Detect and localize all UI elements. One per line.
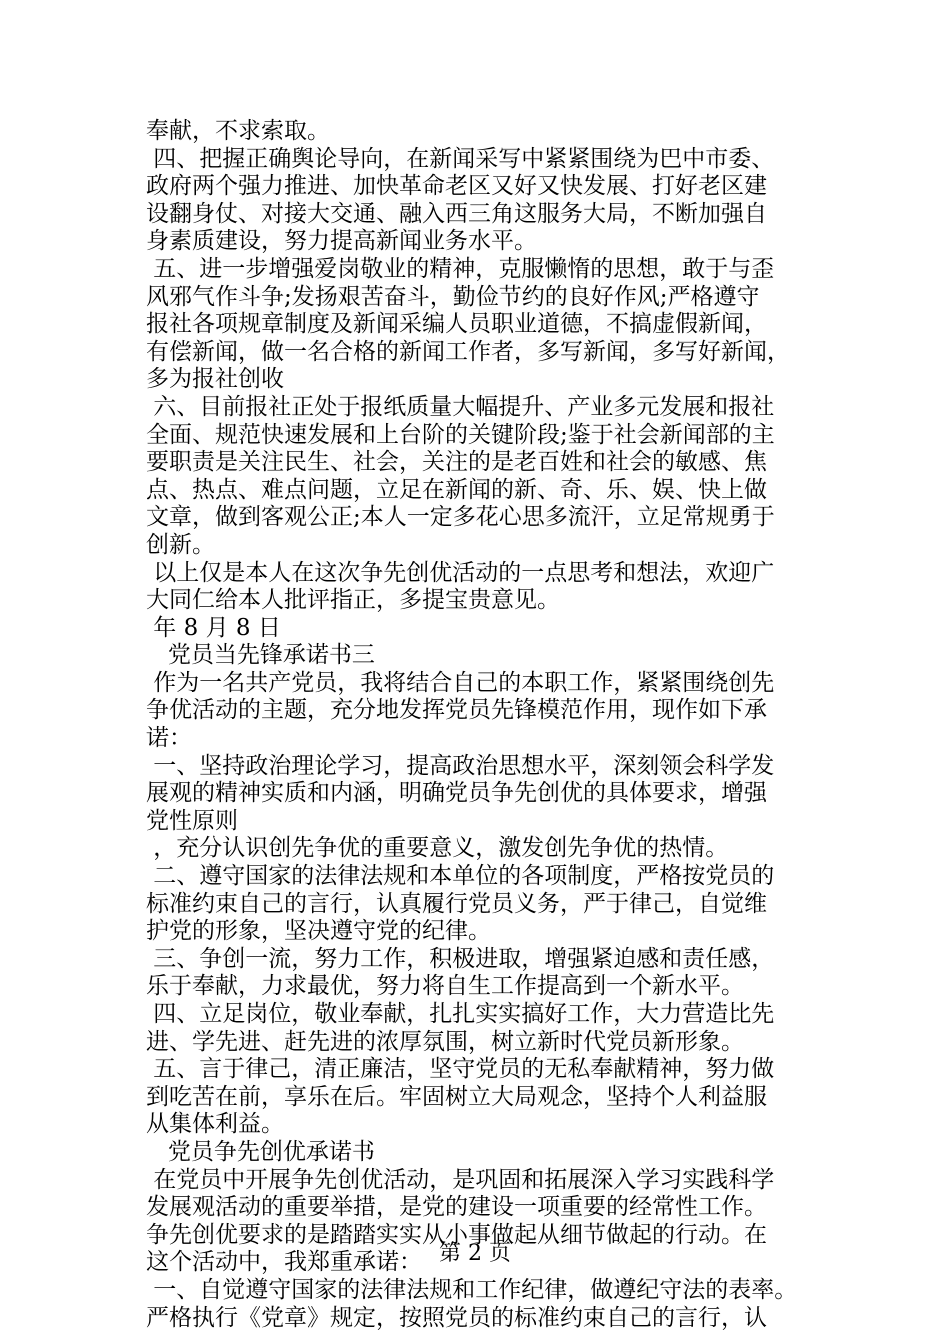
page-number: 第 2 页 xyxy=(439,1241,511,1266)
text-line: 身素质建设，努力提高新闻业务水平。 xyxy=(146,228,537,255)
text-line: 设翻身仗、对接大交通、融入西三角这服务大局，不断加强自 xyxy=(146,200,767,227)
text-line: 乐于奉献，力求最优，努力将自生工作提高到一个新水平。 xyxy=(146,973,744,1000)
text-line: 大同仁给本人批评指正，多提宝贵意见。 xyxy=(146,587,560,614)
text-line: 党员当先锋承诺书三 xyxy=(146,642,375,669)
text-line: 争优活动的主题，充分地发挥党员先锋模范作用，现作如下承 xyxy=(146,697,767,724)
text-line: 年 8 月 8 日 xyxy=(146,614,281,641)
text-line: 报社各项规章制度及新闻采编人员职业道德，不搞虚假新闻， xyxy=(146,311,767,338)
text-line: 诺： xyxy=(146,725,192,752)
text-line: 党性原则 xyxy=(146,807,238,834)
text-line: 五、言于律己，清正廉洁，坚守党员的无私奉献精神，努力做 xyxy=(146,1056,775,1083)
text-line: 一、坚持政治理论学习，提高政治思想水平，深刻领会科学发 xyxy=(146,752,775,779)
text-line: 展观的精神实质和内涵，明确党员争先创优的具体要求，增强 xyxy=(146,780,767,807)
text-line: 四、立足岗位，敬业奉献，扎扎实实搞好工作，大力营造比先 xyxy=(146,1001,775,1027)
text-line: 标准约束自己的言行，认真履行党员义务，严于律己，自觉维 xyxy=(146,890,767,917)
text-line: 在党员中开展争先创优活动，是巩固和拓展深入学习实践科学 xyxy=(146,1166,775,1193)
text-line: 护党的形象，坚决遵守党的纪律。 xyxy=(146,918,491,945)
text-line: 一、自觉遵守国家的法律法规和工作纪律，做遵纪守法的表率。 xyxy=(146,1276,798,1303)
text-line: 发展观活动的重要举措，是党的建设一项重要的经常性工作。 xyxy=(146,1194,767,1221)
text-line: ，充分认识创先争优的重要意义，激发创先争优的热情。 xyxy=(146,835,729,862)
text-line: 作为一名共产党员，我将结合自己的本职工作，紧紧围绕创先 xyxy=(146,669,775,696)
text-line: 创新。 xyxy=(146,531,215,558)
text-line: 政府两个强力推进、加快革命老区又好又快发展、打好老区建 xyxy=(146,173,767,200)
text-line: 风邪气作斗争;发扬艰苦奋斗，勤俭节约的良好作风;严格遵守 xyxy=(146,283,760,310)
document-body xyxy=(146,118,816,1332)
text-line: 以上仅是本人在这次争先创优活动的一点思考和想法，欢迎广 xyxy=(146,559,775,586)
text-line: 党员争先创优承诺书 xyxy=(146,1138,375,1165)
text-line: 从集体利益。 xyxy=(146,1111,284,1138)
text-line: 五、进一步增强爱岗敬业的精神，克服懒惰的思想，敢于与歪 xyxy=(146,255,775,282)
text-line: 争先创优要求的是踏踏实实从小事做起从细节做起的行动。在 xyxy=(146,1221,767,1248)
text-line: 点、热点、难点问题，立足在新闻的新、奇、乐、娱、快上做 xyxy=(146,476,767,503)
text-line: 文章，做到客观公正;本人一定多花心思多流汗，立足常规勇于 xyxy=(146,504,775,531)
text-line: 有偿新闻，做一名合格的新闻工作者，多写新闻，多写好新闻， xyxy=(146,338,790,365)
text-line: 到吃苦在前，享乐在后。牢固树立大局观念，坚持个人利益服 xyxy=(146,1083,767,1110)
text-line: 多为报社创收 xyxy=(146,366,284,393)
text-line: 四、把握正确舆论导向，在新闻采写中紧紧围绕为巴中市委、 xyxy=(146,145,775,172)
text-line: 要职责是关注民生、社会，关注的是老百姓和社会的敏感、焦 xyxy=(146,449,767,476)
text-line: 这个活动中，我郑重承诺： xyxy=(146,1249,422,1276)
text-line: 严格执行《党章》规定，按照党员的标准约束自己的言行，认 xyxy=(146,1304,767,1331)
text-line: 进、学先进、赶先进的浓厚氛围，树立新时代党员新形象。 xyxy=(146,1028,744,1055)
text-line: 全面、规范快速发展和上台阶的关键阶段;鉴于社会新闻部的主 xyxy=(146,421,775,448)
text-line: 六、目前报社正处于报纸质量大幅提升、产业多元发展和报社 xyxy=(146,393,775,420)
text-line: 三、争创一流，努力工作，积极进取，增强紧迫感和责任感， xyxy=(146,945,775,972)
text-line: 二、遵守国家的法律法规和本单位的各项制度，严格按党员的 xyxy=(146,863,775,890)
text-line: 奉献，不求索取。 xyxy=(146,118,330,144)
